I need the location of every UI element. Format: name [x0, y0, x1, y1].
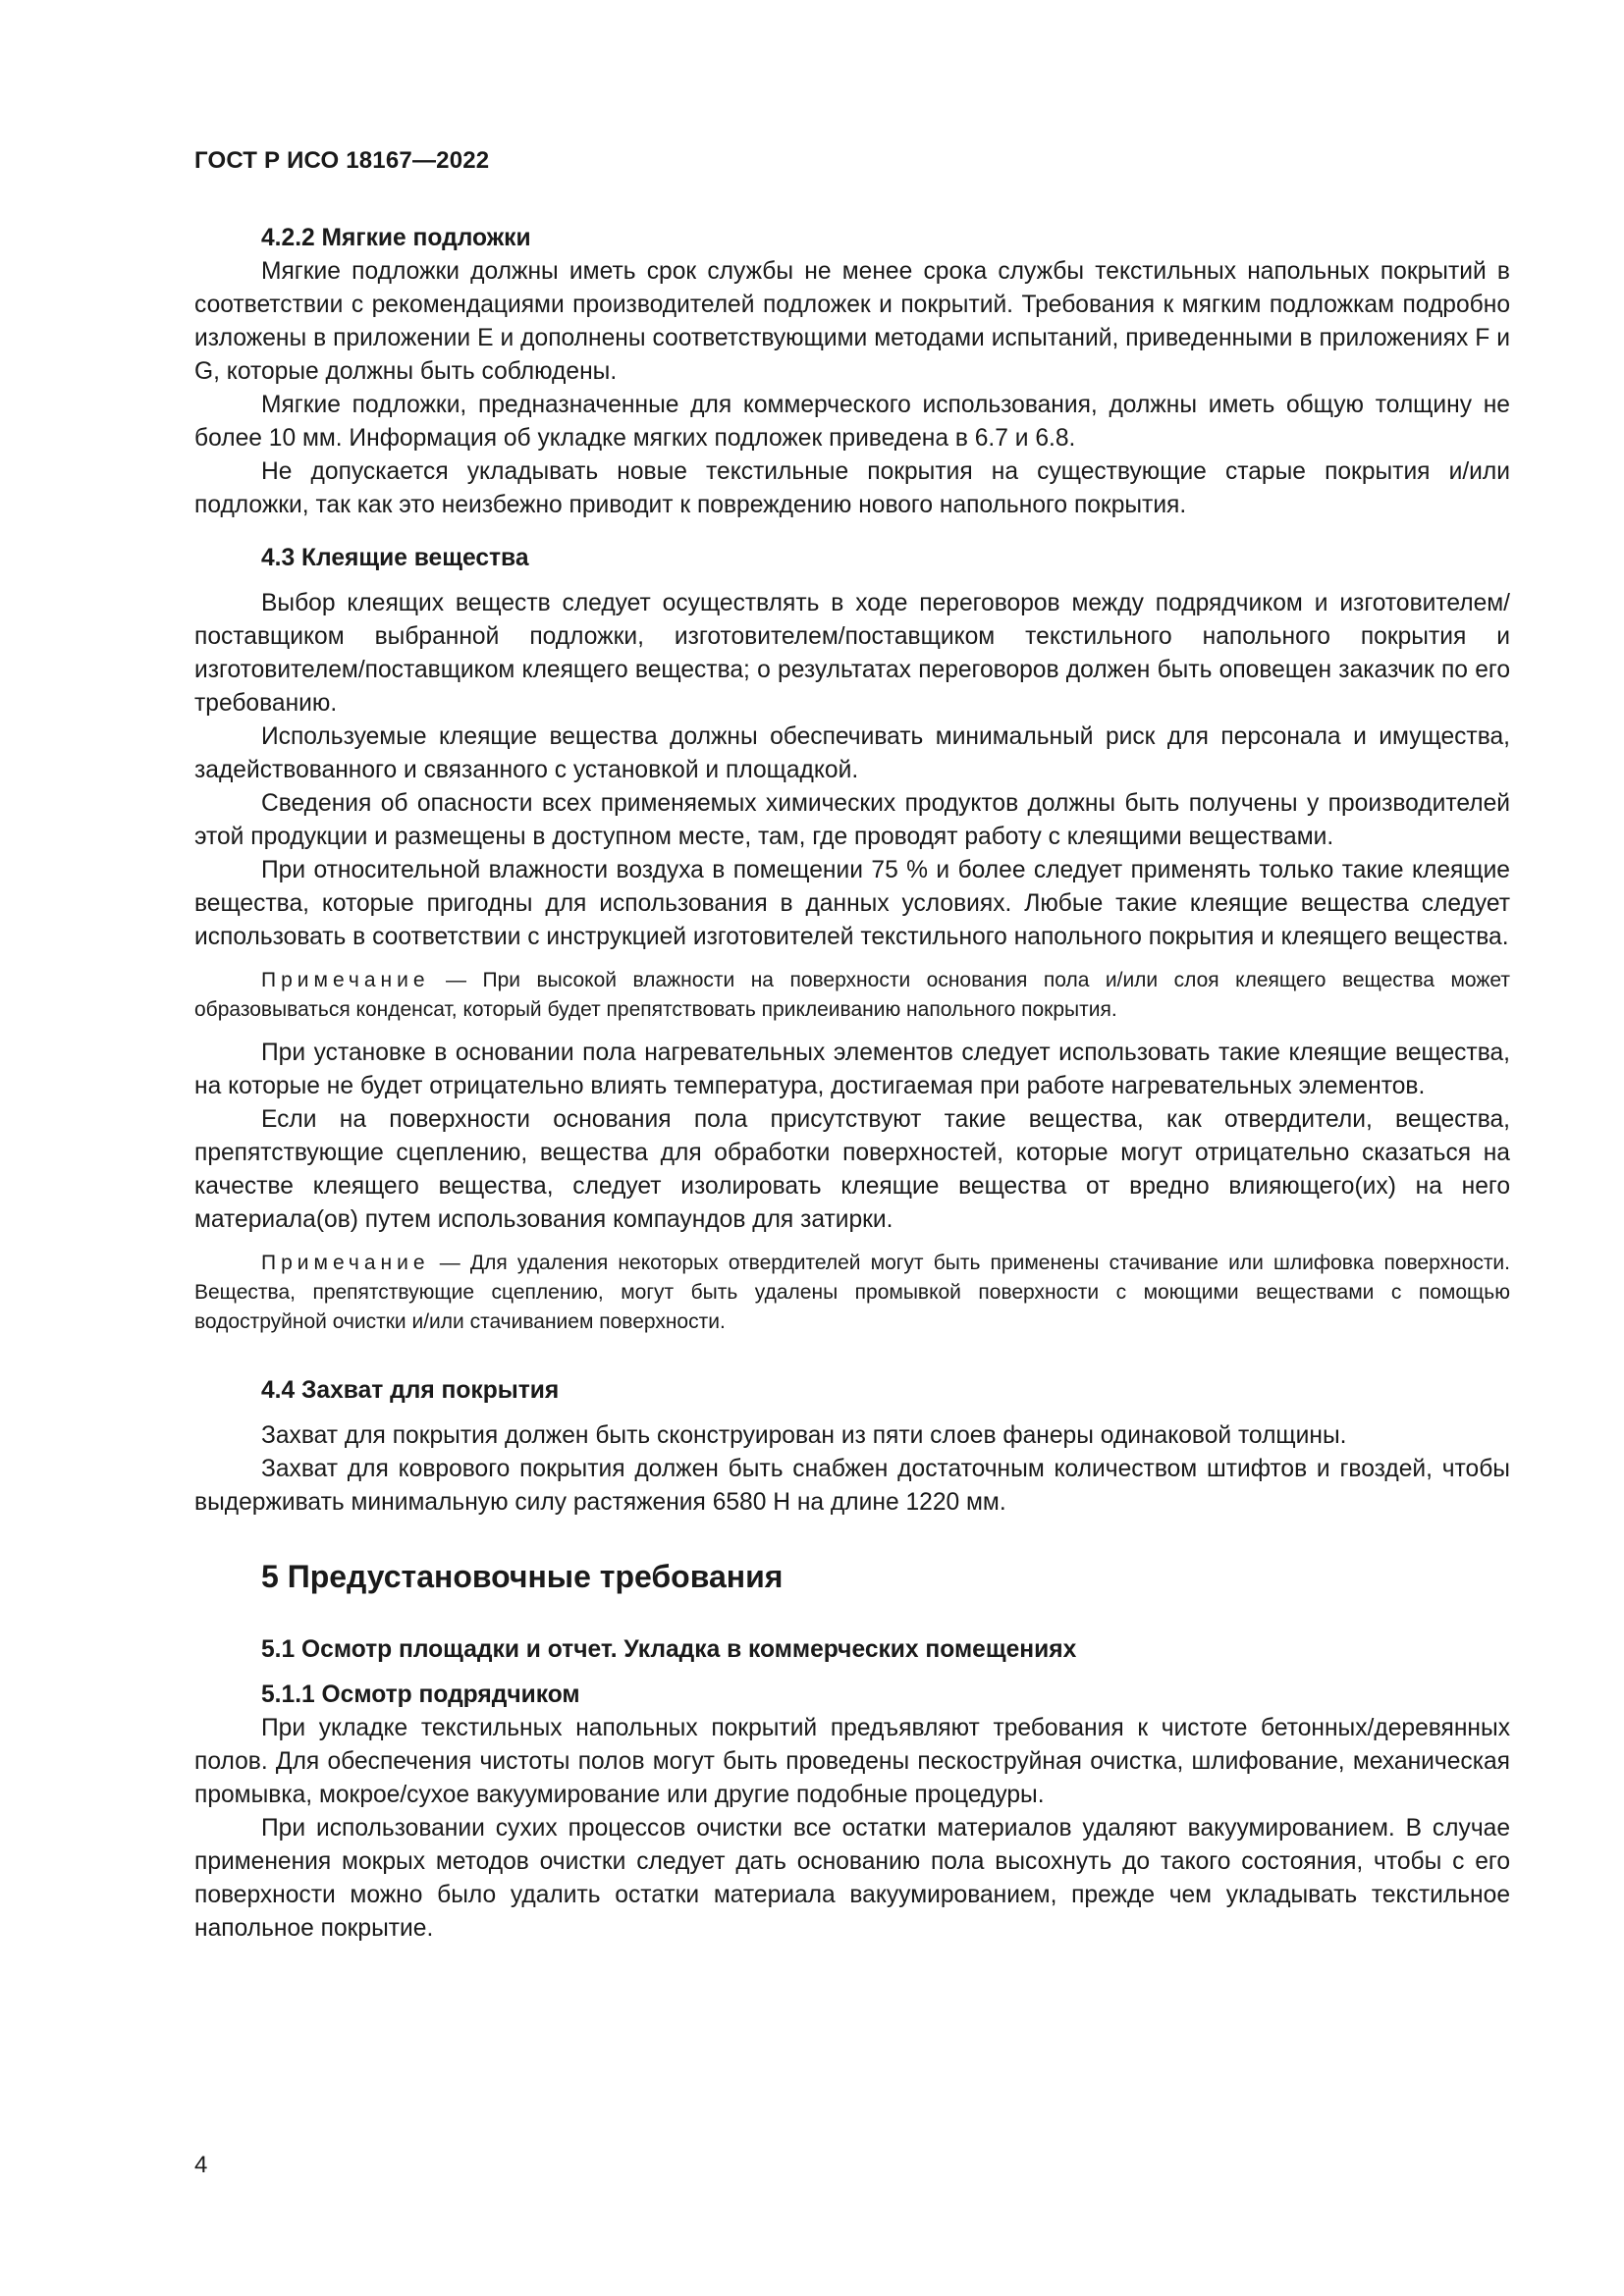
document-header: ГОСТ Р ИСО 18167—2022	[194, 147, 490, 174]
section-5-1-1-title: 5.1.1 Осмотр подрядчиком	[261, 1682, 580, 1708]
note-label: Примечание	[261, 969, 430, 991]
note	[194, 1249, 1510, 1337]
section-4-3-title: 4.3 Клеящие вещества	[261, 545, 529, 571]
paragraph: Захват для коврового покрытия должен быть снабжен достаточным количеством штифтов и гвоздей, чтобы выдерживать минимальную силу растяжения 6580 Н на длине 1220 мм.	[194, 1456, 1510, 1516]
note-text: — Для удаления некоторых отвердителей могут быть применены стачивание или шлифовка поверхности. Вещества, препятствующие сцеплению, могут быть удалены промывкой поверхности с моющими веществами с помощью водоструйной очистки и/или стачиванием поверхности.	[194, 1252, 1510, 1333]
paragraph: Используемые клеящие вещества должны обеспечивать минимальный риск для персонала и имущества, задействованного и связанного с установкой и площадкой.	[194, 723, 1510, 783]
paragraph: При использовании сухих процессов очистки все остатки материалов удаляют вакуумированием. В случае применения мокрых методов очистки следует дать основанию пола высохнуть до такого состояния, чтобы с его поверхности можно было удалить остатки материала вакуумированием, прежде чем укладывать текстильное напольное покрытие.	[194, 1815, 1510, 1942]
document-body	[194, 222, 1510, 1946]
paragraph: Сведения об опасности всех применяемых химических продуктов должны быть получены у производителей этой продукции и размещены в доступном месте, там, где проводят работу с клеящими веществами.	[194, 790, 1510, 850]
section-4-4-title: 4.4 Захват для покрытия	[261, 1377, 560, 1404]
paragraph: Если на поверхности основания пола присутствуют такие вещества, как отвердители, вещества, препятствующие сцеплению, вещества для обработки поверхностей, которые могут отрицательно сказаться на качестве клеящего вещества, следует изолировать клеящие вещества от вредно влияющего(их) на него материала(ов) путем использования компаундов для затирки.	[194, 1106, 1510, 1233]
paragraph: При укладке текстильных напольных покрытий предъявляют требования к чистоте бетонных/деревянных полов. Для обеспечения чистоты полов могут быть проведены пескоструйная очистка, шлифование, механическая промывка, мокрое/сухое вакуумирование или другие подобные процедуры.	[194, 1715, 1510, 1808]
section-5-title: 5 Предустановочные требования	[261, 1559, 784, 1594]
section-4-2-2-title: 4.2.2 Мягкие подложки	[261, 225, 531, 251]
page-number: 4	[194, 2152, 208, 2178]
note-label: Примечание	[261, 1252, 430, 1274]
section-5-1-title: 5.1 Осмотр площадки и отчет. Укладка в коммерческих помещениях	[261, 1636, 1077, 1663]
paragraph: Не допускается укладывать новые текстильные покрытия на существующие старые покрытия и/или подложки, так как это неизбежно приводит к повреждению нового напольного покрытия.	[194, 458, 1510, 518]
paragraph: Мягкие подложки, предназначенные для коммерческого использования, должны иметь общую толщину не более 10 мм. Информация об укладке мягких подложек приведена в 6.7 и 6.8.	[194, 392, 1510, 452]
note	[194, 966, 1510, 1025]
paragraph: Захват для покрытия должен быть сконструирован из пяти слоев фанеры одинаковой толщины.	[261, 1422, 1347, 1449]
note-text: — При высокой влажности на поверхности основания пола и/или слоя клеящего вещества может образовываться конденсат, который будет препятствовать приклеиванию напольного покрытия.	[194, 969, 1510, 1021]
paragraph: При установке в основании пола нагревательных элементов следует использовать такие клеящие вещества, на которые не будет отрицательно влиять температура, достигаемая при работе нагревательных элементов.	[194, 1040, 1510, 1099]
paragraph: Мягкие подложки должны иметь срок службы не менее срока службы текстильных напольных покрытий в соответствии с рекомендациями производителей подложек и покрытий. Требования к мягким подложкам подробно изложены в приложении E и дополнены соответствующими методами испытаний, приведенными в приложениях F и G, которые должны быть соблюдены.	[194, 258, 1510, 385]
paragraph: При относительной влажности воздуха в помещении 75 % и более следует применять только такие клеящие вещества, которые пригодны для использования в данных условиях. Любые такие клеящие вещества следует использовать в соответствии с инструкцией изготовителей текстильного напольного покрытия и клеящего вещества.	[194, 857, 1510, 950]
paragraph: Выбор клеящих веществ следует осуществлять в ходе переговоров между подрядчиком и изготовителем/поставщиком выбранной подложки, изготовителем/поставщиком текстильного напольного покрытия и изготовителем/поставщиком клеящего вещества; о результатах переговоров должен быть оповещен заказчик по его требованию.	[194, 590, 1510, 717]
